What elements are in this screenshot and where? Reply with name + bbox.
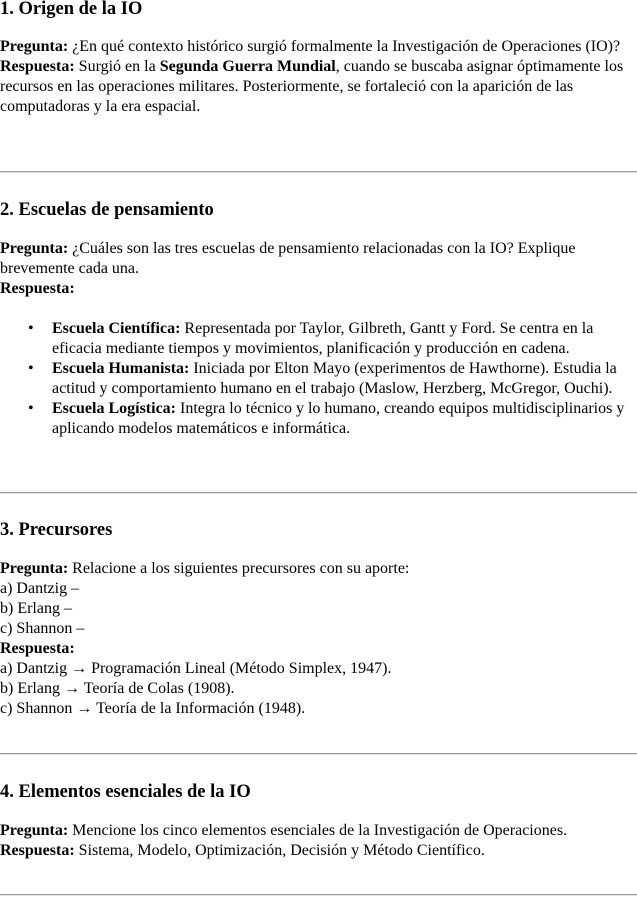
list-item bbox=[52, 319, 637, 359]
question-line: b) Erlang – bbox=[0, 600, 72, 617]
answer-paragraph bbox=[0, 841, 637, 861]
answer-label: Respuesta: bbox=[0, 280, 75, 297]
schools-list bbox=[0, 319, 637, 439]
section-divider bbox=[0, 171, 637, 173]
section-title: 4. Elementos esenciales de la IO bbox=[0, 782, 251, 802]
section-elementos bbox=[0, 781, 637, 861]
question-label: Pregunta: bbox=[0, 38, 69, 55]
section-divider bbox=[0, 753, 637, 755]
list-item bbox=[52, 359, 637, 399]
question-label: Pregunta: bbox=[0, 240, 69, 257]
question-label: Pregunta: bbox=[0, 560, 69, 577]
question-paragraph bbox=[0, 559, 637, 579]
answer-line: a) Dantzig → Programación Lineal (Método Simplex, 1947). bbox=[0, 660, 392, 677]
answer-text-post: , cuando se buscaba asignar óptimamente los recursos en las operaciones militares. Posteriormente, se fortaleció con la aparición de las computadoras y la era espacial. bbox=[0, 58, 624, 115]
section-title: 3. Precursores bbox=[0, 520, 113, 540]
answer-text: Sistema, Modelo, Optimización, Decisión y Método Científico. bbox=[74, 842, 485, 859]
answer-paragraph bbox=[0, 279, 637, 299]
section-escuelas bbox=[0, 199, 637, 439]
list-item-desc: Iniciada por Elton Mayo (experimentos de Hawthorne). Estudia la actitud y comportamiento humano en el trabajo (Maslow, Herzberg, McGregor, Ouchi). bbox=[52, 360, 617, 397]
question-text: Mencione los cinco elementos esenciales de la Investigación de Operaciones. bbox=[68, 822, 568, 839]
answer-line: c) Shannon → Teoría de la Información (1948). bbox=[0, 700, 306, 717]
answer-label: Respuesta: bbox=[0, 842, 75, 859]
question-label: Pregunta: bbox=[0, 822, 69, 839]
list-item-term: Escuela Logística: bbox=[52, 400, 176, 417]
section-divider bbox=[0, 894, 637, 896]
answer-paragraph bbox=[0, 57, 637, 117]
answer-text-pre: Surgió en la bbox=[74, 58, 160, 75]
section-origen bbox=[0, 0, 637, 117]
question-paragraph bbox=[0, 37, 637, 57]
question-text: ¿En qué contexto histórico surgió formalmente la Investigación de Operaciones (IO)? bbox=[68, 38, 621, 55]
section-divider bbox=[0, 492, 637, 494]
list-item-desc: Integra lo técnico y lo humano, creando equipos multidisciplinarios y aplicando modelos matemáticos e informática. bbox=[52, 400, 625, 437]
list-item bbox=[52, 399, 637, 439]
answer-line: b) Erlang → Teoría de Colas (1908). bbox=[0, 680, 235, 697]
list-item-term: Escuela Científica: bbox=[52, 320, 181, 337]
answer-label: Respuesta: bbox=[0, 58, 75, 75]
section-precursores bbox=[0, 519, 637, 719]
question-line: a) Dantzig – bbox=[0, 580, 80, 597]
answer-highlight: Segunda Guerra Mundial bbox=[159, 58, 336, 75]
list-item-desc: Representada por Taylor, Gilbreth, Gantt y Ford. Se centra en la eficacia mediante tiempos y movimientos, planificación y producción en cadena. bbox=[52, 320, 594, 357]
question-text: ¿Cuáles son las tres escuelas de pensamiento relacionadas con la IO? Explique brevemente cada una. bbox=[0, 240, 576, 277]
question-paragraph bbox=[0, 821, 637, 841]
answer-paragraph bbox=[0, 639, 637, 659]
question-paragraph bbox=[0, 239, 637, 279]
section-title: 2. Escuelas de pensamiento bbox=[0, 200, 214, 220]
question-line: c) Shannon – bbox=[0, 620, 85, 637]
list-item-term: Escuela Humanista: bbox=[52, 360, 190, 377]
answer-label: Respuesta: bbox=[0, 640, 75, 657]
question-text: Relacione a los siguientes precursores con su aporte: bbox=[68, 560, 410, 577]
section-title: 1. Origen de la IO bbox=[0, 0, 143, 19]
